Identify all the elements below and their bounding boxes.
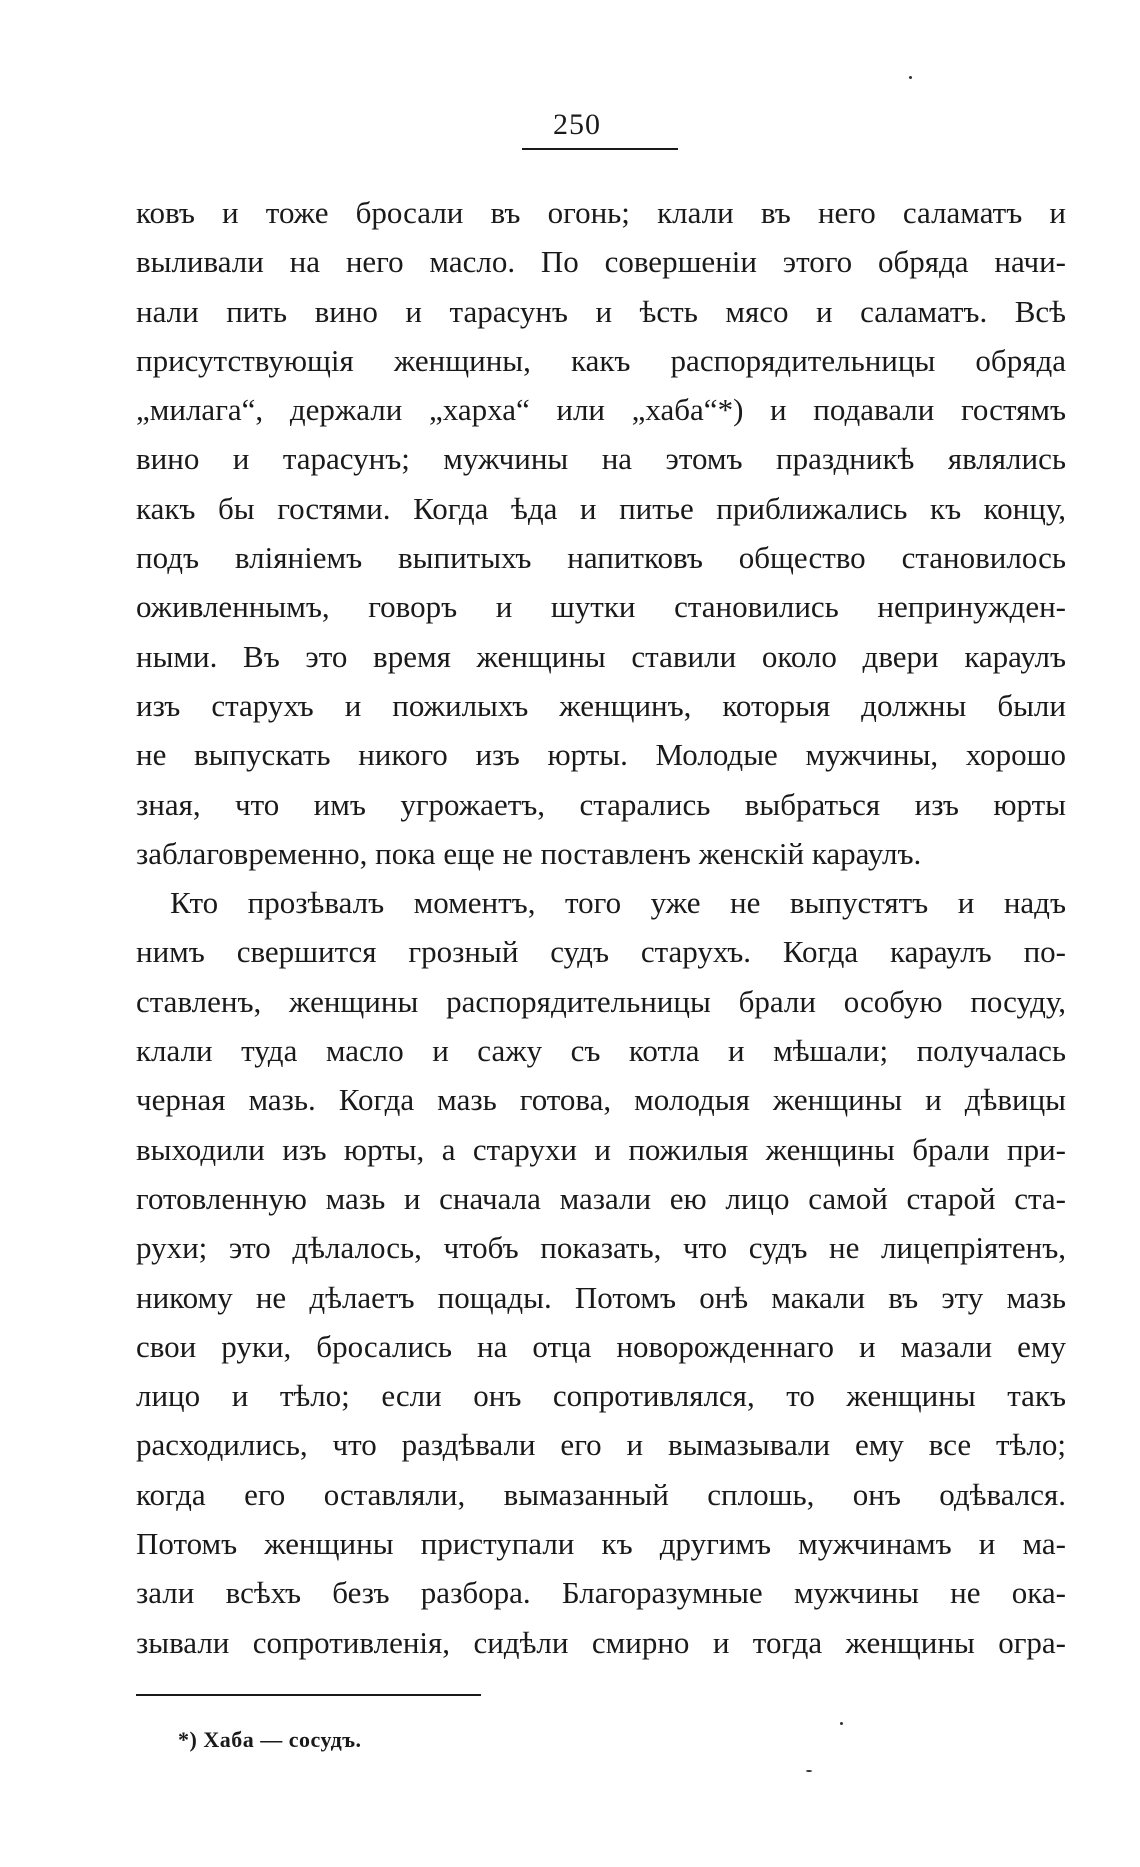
text-line: ными. Въ это время женщины ставили около двери караулъ [136,638,1066,674]
body-text [136,188,1066,1667]
text-line: Потомъ женщины приступали къ другимъ мужчинамъ и ма- [136,1526,1066,1562]
paragraph [136,188,1066,878]
text-line: какъ бы гостями. Когда ѣда и питье приближались къ концу, [136,490,1066,526]
text-line: ковъ и тоже бросали въ огонь; клали въ него саламатъ и [136,195,1066,230]
text-line: зали всѣхъ безъ разбора. Благоразумные мужчины не ока- [136,1575,1066,1611]
text-line: черная мазь. Когда мазь готова, молодыя женщины и дѣвицы [136,1082,1066,1118]
text-line: нимъ свершится грозный судъ старухъ. Когда караулъ по- [136,934,1066,970]
text-line: вино и тарасунъ; мужчины на этомъ праздникѣ являлись [136,441,1066,477]
text-line: Кто прозѣвалъ моментъ, того уже не выпустятъ и надъ [170,885,1066,921]
text-line: изъ старухъ и пожилыхъ женщинъ, которыя должны были [136,687,1066,723]
text-line: оживленнымъ, говоръ и шутки становились непринужден- [136,589,1066,625]
text-line: не выпускать никого изъ юрты. Молодые мужчины, хорошо [136,737,1066,773]
text-line: ставленъ, женщины распорядительницы брали особую посуду, [136,983,1066,1019]
scan-speck [909,76,912,79]
text-line: готовленную мазь и сначала мазали ею лицо самой старой ста- [136,1180,1066,1216]
text-line: заблаговременно, пока еще не поставленъ женскій караулъ. [136,835,922,871]
text-line: присутствующія женщины, какъ распорядительницы обряда [136,342,1066,378]
text-line: расходились, что раздѣвали его и вымазывали ему все тѣло; [136,1427,1066,1463]
page-number-rule [522,148,678,150]
text-line: нали пить вино и тарасунъ и ѣсть мясо и саламатъ. Всѣ [136,293,1066,329]
text-line: никому не дѣлаетъ пощады. Потомъ онѣ макали въ эту мазь [136,1279,1066,1315]
text-line: свои руки, бросались на отца новорожденнаго и мазали ему [136,1328,1066,1364]
text-line: подъ вліяніемъ выпитыхъ напитковъ общество становилось [136,540,1066,576]
text-line: когда его оставляли, вымазанный сплошь, онъ одѣвался. [136,1476,1066,1512]
paragraph [136,878,1066,1667]
text-line: выливали на него масло. По совершеніи этого обряда начи- [136,244,1066,280]
footnote-rule [136,1694,481,1696]
text-line: рухи; это дѣлалось, чтобъ показать, что судъ не лицепріятенъ, [136,1230,1066,1266]
page-number: 250 [553,108,601,141]
text-line: „милага“, держали „харха“ или „хаба“*) и подавали гостямъ [136,392,1066,428]
text-line: зывали сопротивленія, сидѣли смирно и тогда женщины огра- [136,1624,1066,1660]
text-line: лицо и тѣло; если онъ сопротивлялся, то женщины такъ [136,1378,1066,1414]
text-line: выходили изъ юрты, а старухи и пожилыя женщины брали при- [136,1131,1066,1167]
text-line: клали туда масло и сажу съ котла и мѣшали; получалась [136,1033,1066,1069]
scan-speck [806,1770,812,1772]
scan-speck [840,1722,843,1725]
footnote: *) Хаба — сосудъ. [178,1727,362,1752]
text-line: зная, что имъ угрожаетъ, старались выбраться изъ юрты [136,786,1066,822]
